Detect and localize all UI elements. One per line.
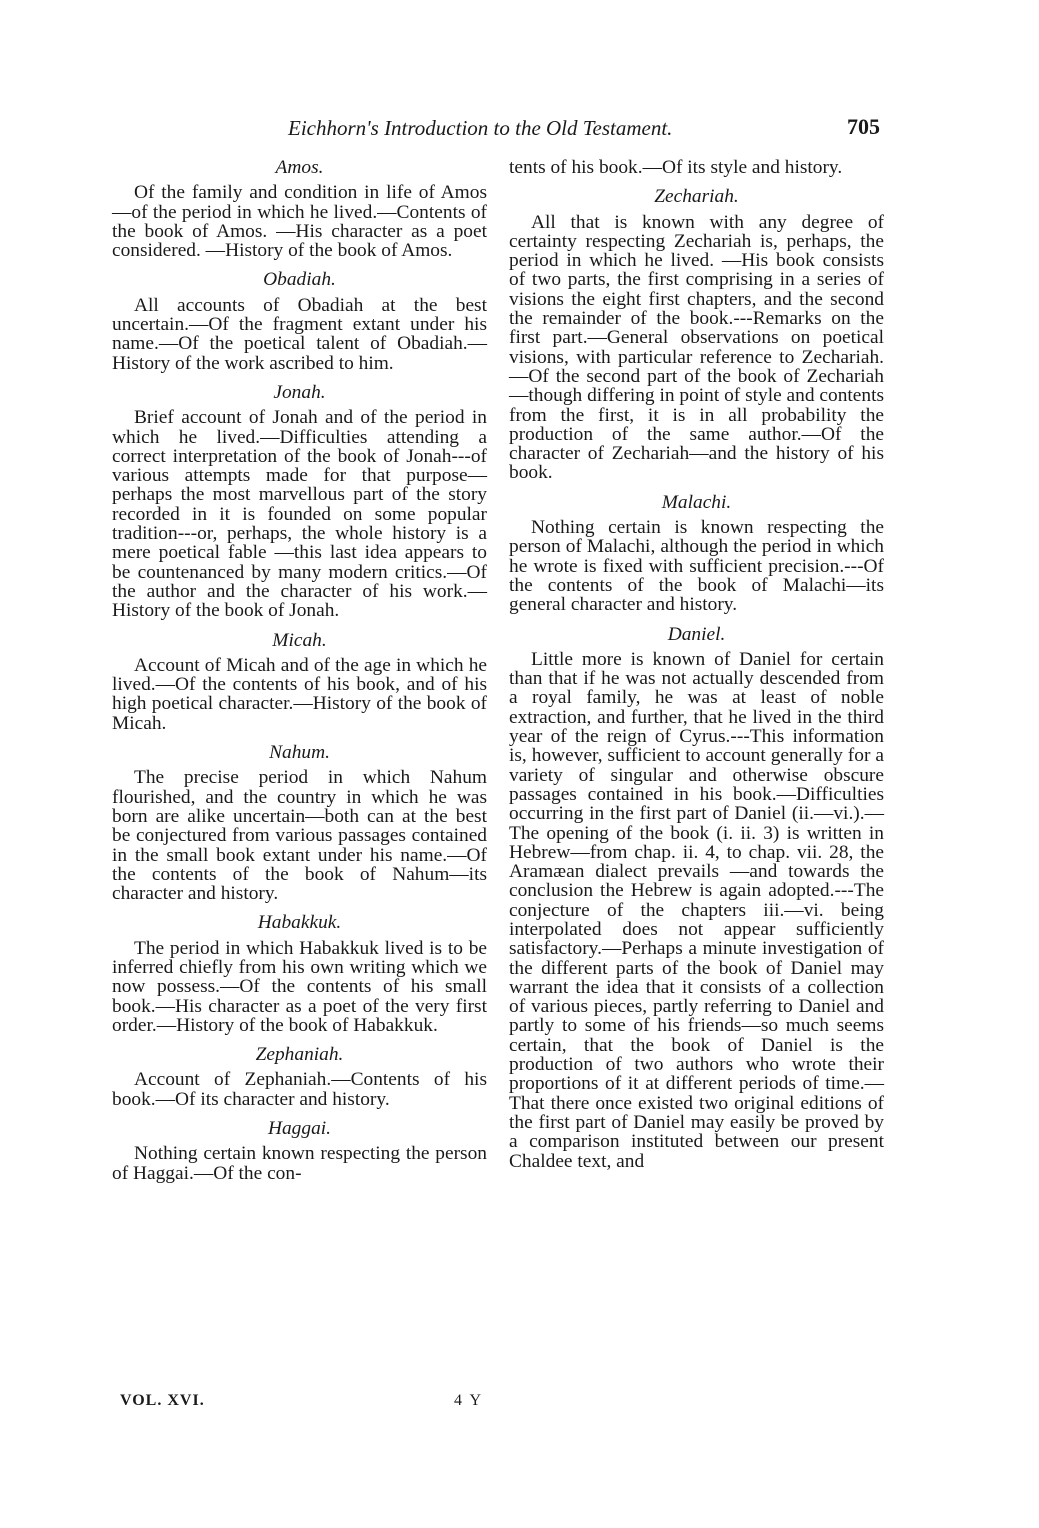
section-haggai <box>112 1119 487 1183</box>
section-nahum <box>112 743 487 903</box>
section-text: Nothing certain is known respecting the person of Malachi, although the period in which he wrote is fixed with sufficient precision.---Of the contents of the book of Malachi—its general character and history. <box>509 517 884 616</box>
section-malachi <box>509 493 884 615</box>
running-title: Eichhorn's Introduction to the Old Testament. <box>288 116 673 140</box>
running-header <box>110 116 880 146</box>
section-heading: Nahum. <box>269 742 330 764</box>
section-heading: Amos. <box>275 157 324 178</box>
section-micah <box>112 631 487 733</box>
section-heading: Zephaniah. <box>255 1044 344 1066</box>
signature-mark: 4 Y <box>454 1392 483 1409</box>
section-jonah <box>112 383 487 621</box>
section-heading: Jonah. <box>273 381 326 403</box>
section-obadiah <box>112 270 487 372</box>
right-column <box>509 158 884 1181</box>
section-text: The period in which Habakkuk lived is to be inferred chiefly from his own writing which we now possess.—Of the contents of his small book.—His character as a poet of the very first order.—History of the book of Habakkuk. <box>112 937 487 1036</box>
section-text: Brief account of Jonah and of the period in which he lived.—Difficulties attending a correct interpretation of the book of Jonah---of various attempts made for that purpose—perhaps the most marvellous part of the story recorded in it is founded on some popular tradition---or, perhaps, the whole history is a mere poetical fable —this last idea appears to be countenanced by many modern critics.—Of the author and the character of his work.—History of the book of Jonah. <box>112 407 487 622</box>
section-heading: Obadiah. <box>263 269 336 291</box>
section-daniel <box>509 625 884 1171</box>
page-number: 705 <box>847 114 880 139</box>
section-text: Account of Micah and of the age in which he lived.—Of the contents of his book, and of his high poetical character.—History of the book of Micah. <box>112 654 487 734</box>
section-zechariah <box>509 187 884 482</box>
volume-label: VOL. XVI. <box>120 1392 205 1409</box>
section-heading: Zechariah. <box>654 186 739 208</box>
section-zephaniah <box>112 1045 487 1109</box>
section-text: Little more is known of Daniel for certain than that if he was not actually descended from a royal family, he was at least of noble extraction, and further, that he lived in the third year of the reign of Cyrus.---This information is, however, sufficient to account generally for a variety of singular and otherwise obscure passages contained in his book.—Difficulties occurring in the first part of Daniel (ii.—vi.).—The opening of the book (i. ii. 3) is written in Hebrew—from chap. ii. 4, to chap. vii. 28, the Aramæan dialect prevails —and towards the conclusion the Hebrew is again adopted.---The conjecture of the chapters iii.—vi. being interpolated does not appear sufficiently satisfactory.—Perhaps a minute investigation of the different parts of the book of Daniel may warrant the idea that it consists of a collection of various pieces, partly referring to Daniel and partly to some of his friends—so much seems certain, that the book of Daniel is the production of two authors who wrote their proportions of it at different periods of time.—That there once existed two original editions of the first part of Daniel may easily be proved by a comparison instituted between our present Chaldee text, and <box>509 648 884 1172</box>
section-habakkuk <box>112 913 487 1035</box>
section-text: All that is known with any degree of certainty respecting Zechariah is, perhaps, the period in which he lived. —His book consists of two parts, the first comprising in a series of visions the eight first chapters, and the second the remainder of the book.---Remarks on the first part.—General observations on poetical visions, with particular reference to Zechariah.—Of the second part of the book of Zechariah —though differing in point of style and contents from the first, it is in all probability the production of the same author.—Of the character of Zechariah—and the history of his book. <box>509 211 885 484</box>
section-text: Account of Zephaniah.—Contents of his book.—Of its character and history. <box>112 1069 487 1110</box>
section-heading: Haggai. <box>267 1118 332 1140</box>
section-heading: Malachi. <box>661 491 732 513</box>
left-column <box>112 158 487 1193</box>
section-text: All accounts of Obadiah at the best uncertain.—Of the fragment extant under his name.—Of the poetical talent of Obadiah.—History of the work ascribed to him. <box>112 294 487 374</box>
section-heading: Daniel. <box>667 623 726 645</box>
continuation-text: tents of his book.—Of its style and history. <box>509 157 843 178</box>
section-heading: Micah. <box>272 629 327 651</box>
page-footer <box>112 1392 487 1414</box>
section-amos <box>112 158 487 260</box>
section-heading: Habakkuk. <box>257 912 342 934</box>
section-text: The precise period in which Nahum flourished, and the country in which he was born are alike uncertain—both can at the best be conjectured from various passages contained in the small book extant under his name.—Of the contents of the book of Nahum—its character and history. <box>112 767 487 905</box>
section-text: Nothing certain known respecting the person of Haggai.—Of the con- <box>112 1143 487 1184</box>
section-text: Of the family and condition in life of Amos—of the period in which he lived.—Contents of the book of Amos. —His character as a poet considered. —History of the book of Amos. <box>112 182 487 262</box>
